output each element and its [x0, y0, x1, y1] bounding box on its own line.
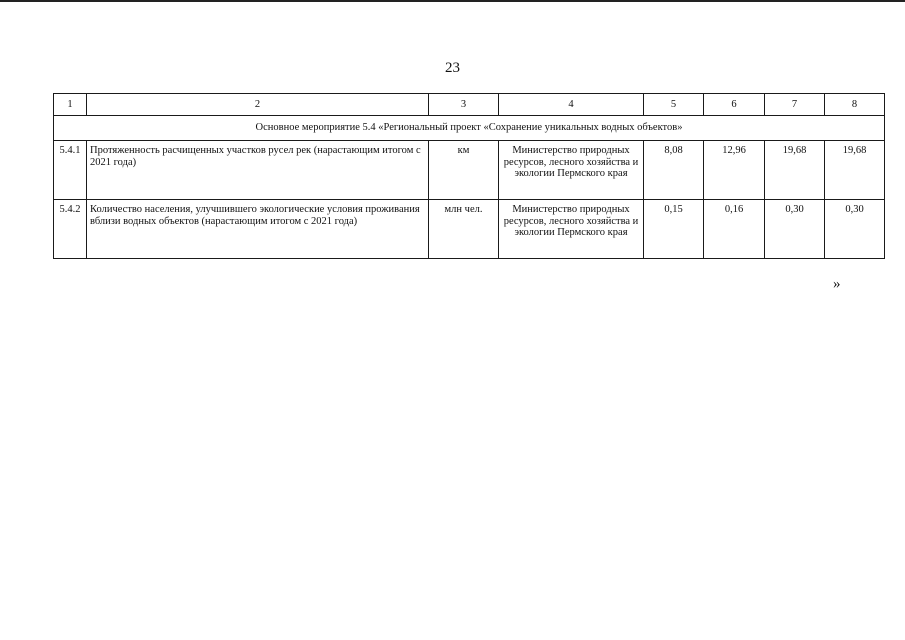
table-row — [54, 141, 885, 200]
table-header-row — [54, 94, 885, 116]
row-indicator-name: Количество населения, улучшившего экологические условия проживания вблизи водных объектов (нарастающим итогом с 2021 года) — [87, 200, 429, 259]
row-value-col-6: 12,96 — [704, 141, 765, 200]
section-row — [54, 116, 885, 141]
row-value-col-7: 0,30 — [765, 200, 825, 259]
top-border-line — [0, 0, 905, 2]
header-col-5: 5 — [644, 94, 704, 116]
row-indicator-name: Протяженность расчищенных участков русел рек (нарастающим итогом с 2021 года) — [87, 141, 429, 200]
header-col-4: 4 — [499, 94, 644, 116]
row-value-col-5: 0,15 — [644, 200, 704, 259]
row-code: 5.4.1 — [54, 141, 87, 200]
header-col-1: 1 — [54, 94, 87, 116]
row-code: 5.4.2 — [54, 200, 87, 259]
page-number: 23 — [445, 60, 460, 76]
closing-quote-mark: » — [833, 276, 841, 292]
row-unit: км — [429, 141, 499, 200]
row-value-col-8: 19,68 — [825, 141, 885, 200]
section-title: Основное мероприятие 5.4 «Региональный проект «Сохранение уникальных водных объектов» — [54, 116, 885, 141]
indicators-table — [53, 93, 885, 259]
row-value-col-7: 19,68 — [765, 141, 825, 200]
table-row — [54, 200, 885, 259]
header-col-2: 2 — [87, 94, 429, 116]
header-col-3: 3 — [429, 94, 499, 116]
row-executor: Министерство природных ресурсов, лесного хозяйства и экологии Пермского края — [499, 200, 644, 259]
header-col-8: 8 — [825, 94, 885, 116]
row-value-col-6: 0,16 — [704, 200, 765, 259]
header-col-7: 7 — [765, 94, 825, 116]
row-executor: Министерство природных ресурсов, лесного хозяйства и экологии Пермского края — [499, 141, 644, 200]
row-value-col-5: 8,08 — [644, 141, 704, 200]
row-value-col-8: 0,30 — [825, 200, 885, 259]
row-unit: млн чел. — [429, 200, 499, 259]
header-col-6: 6 — [704, 94, 765, 116]
